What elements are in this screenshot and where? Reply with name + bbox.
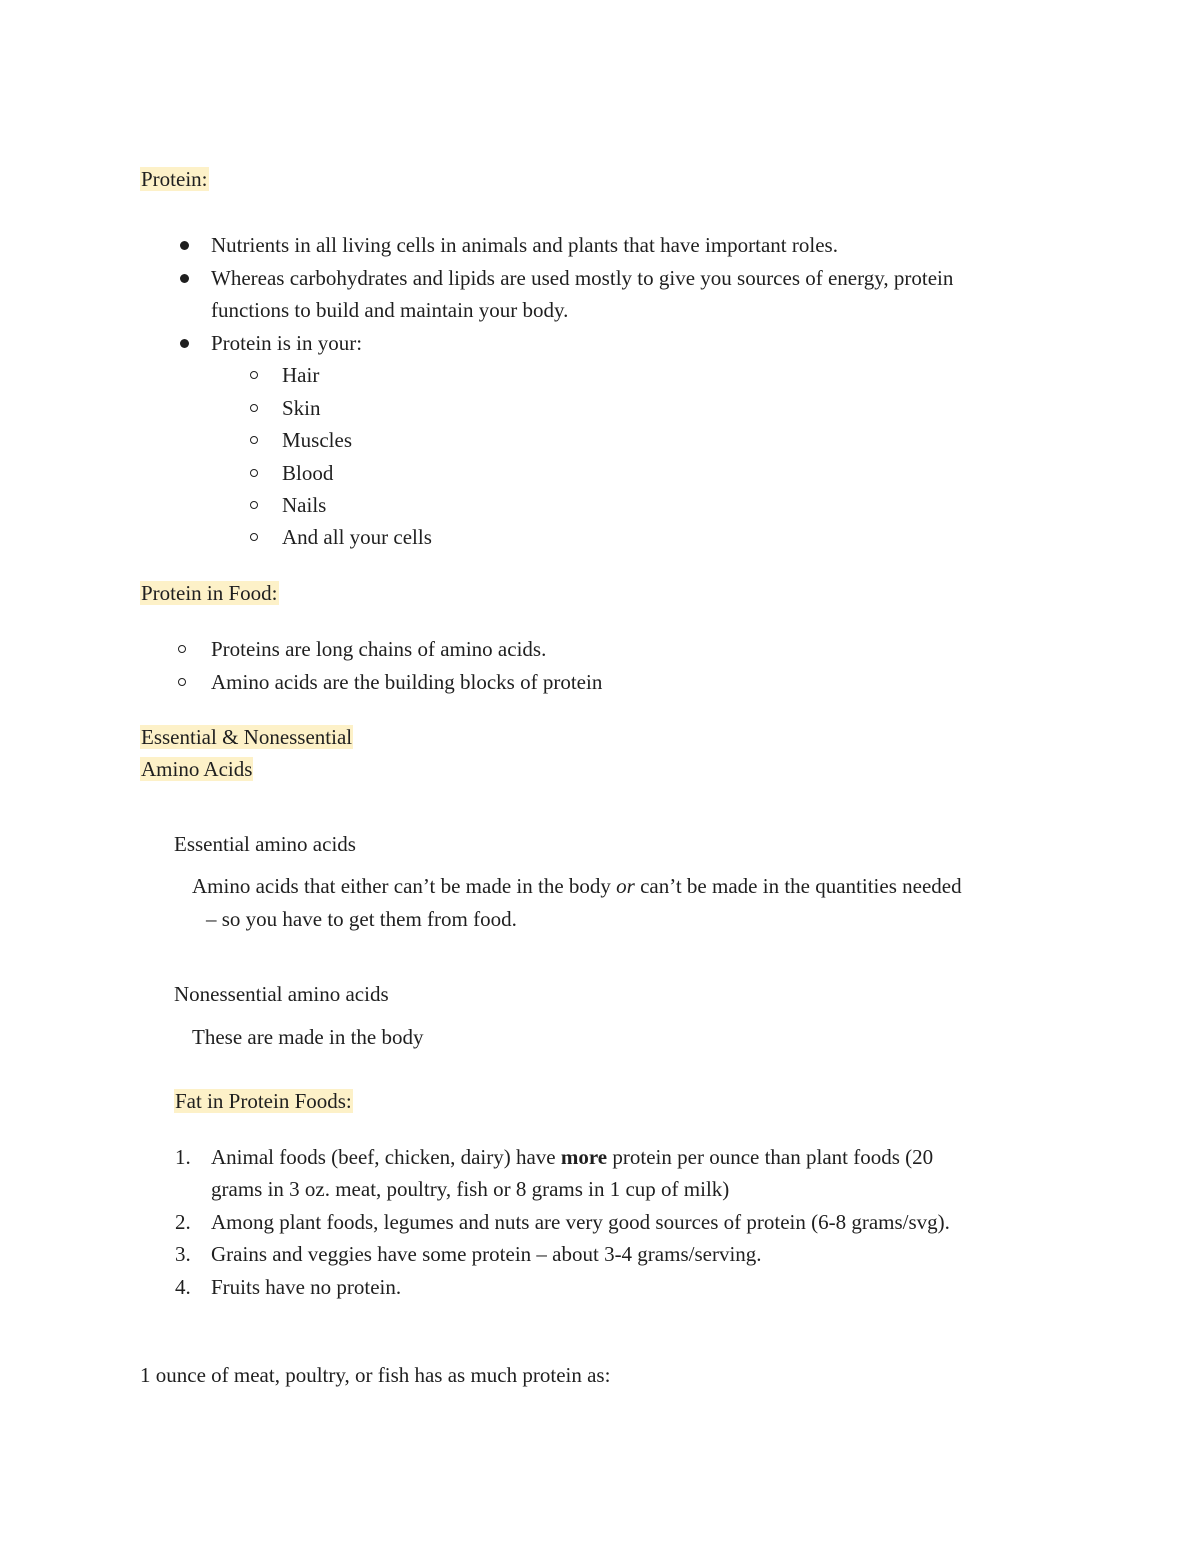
list-number: 4. (175, 1275, 191, 1299)
fat-item-1: Animal foods (beef, chicken, dairy) have more protein per ounce than plant foods (20 (211, 1145, 934, 1169)
essential-definition: Amino acids that either can’t be made in the body or can’t be made in the quantities needed (192, 874, 962, 898)
heading-fat-in-protein-foods: Fat in Protein Foods: (175, 1089, 352, 1113)
ring-bullet-icon (178, 645, 186, 653)
subitem-all-cells: And all your cells (282, 525, 432, 549)
subitem-nails: Nails (282, 493, 327, 517)
fat-item-2: Among plant foods, legumes and nuts are very good sources of protein (6-8 grams/svg). (211, 1210, 950, 1234)
nonessential-definition: These are made in the body (192, 1025, 424, 1049)
fat-item-4: Fruits have no protein. (211, 1275, 402, 1299)
bullet-icon (180, 241, 189, 250)
heading-amino-line1: Essential & Nonessential (141, 725, 353, 749)
nonessential-term: Nonessential amino acids (174, 982, 389, 1006)
subitem-skin: Skin (282, 396, 321, 420)
food-item-1: Proteins are long chains of amino acids. (211, 637, 547, 661)
ring-bullet-icon (250, 501, 258, 509)
list-number: 1. (175, 1145, 191, 1169)
essential-term: Essential amino acids (174, 832, 356, 856)
fat-item-3: Grains and veggies have some protein – about 3-4 grams/serving. (211, 1242, 762, 1266)
ring-bullet-icon (178, 678, 186, 686)
ring-bullet-icon (250, 436, 258, 444)
food-item-2: Amino acids are the building blocks of protein (211, 670, 603, 694)
heading-protein-in-food: Protein in Food: (141, 581, 278, 605)
subitem-blood: Blood (282, 461, 334, 485)
ring-bullet-icon (250, 469, 258, 477)
essential-definition-cont: – so you have to get them from food. (206, 907, 517, 931)
protein-bullet-2: Whereas carbohydrates and lipids are used mostly to give you sources of energy, protein (211, 266, 954, 290)
ring-bullet-icon (250, 533, 258, 541)
protein-bullet-1: Nutrients in all living cells in animals and plants that have important roles. (211, 233, 838, 257)
bullet-icon (180, 274, 189, 283)
subitem-hair: Hair (282, 363, 320, 387)
ring-bullet-icon (250, 371, 258, 379)
footer-line: 1 ounce of meat, poultry, or fish has as much protein as: (140, 1363, 611, 1387)
ring-bullet-icon (250, 404, 258, 412)
subitem-muscles: Muscles (282, 428, 352, 452)
bullet-icon (180, 339, 189, 348)
protein-bullet-2-cont: functions to build and maintain your body. (211, 298, 569, 322)
heading-amino-line2: Amino Acids (141, 757, 253, 781)
list-number: 3. (175, 1242, 191, 1266)
fat-item-1-cont: grams in 3 oz. meat, poultry, fish or 8 grams in 1 cup of milk) (211, 1177, 730, 1201)
list-number: 2. (175, 1210, 191, 1234)
heading-protein: Protein: (141, 167, 208, 191)
protein-bullet-3: Protein is in your: (211, 331, 363, 355)
